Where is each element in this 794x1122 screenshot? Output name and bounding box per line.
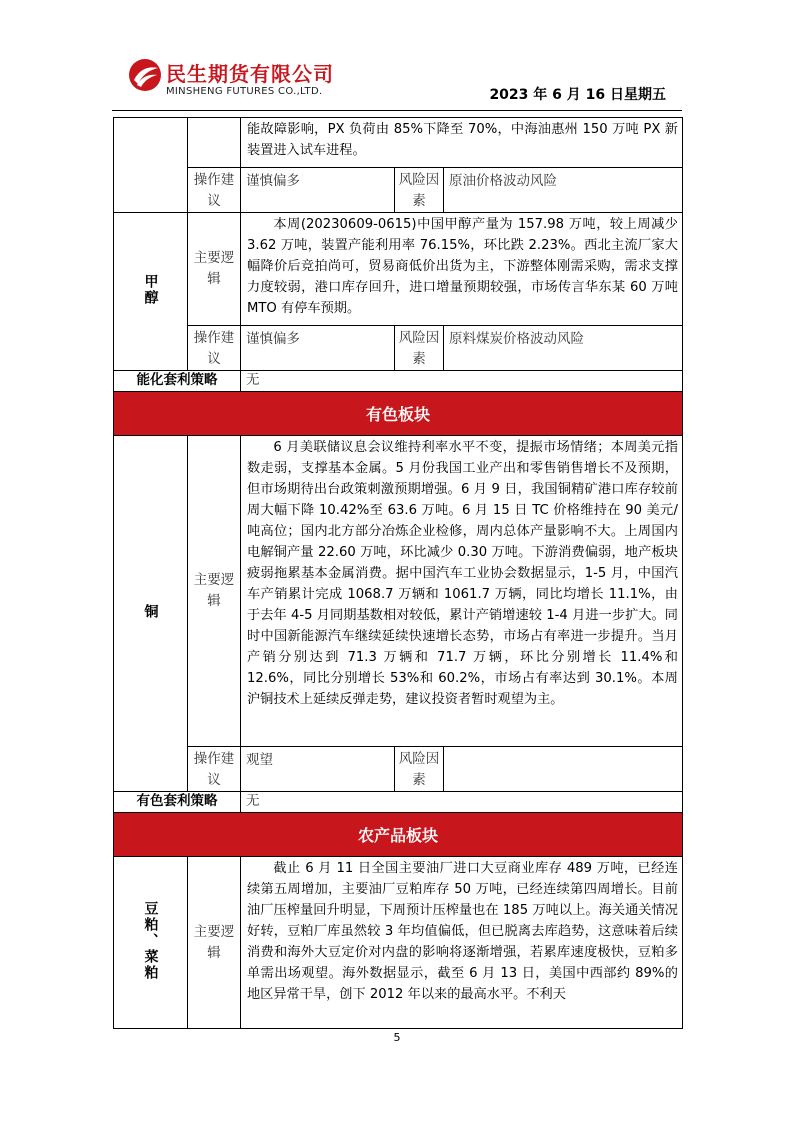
methanol-risk-label: 风险因素 [395, 326, 444, 371]
methanol-logic-row [114, 213, 683, 326]
nonferrous-section-title: 有色板块 [114, 392, 683, 436]
strategy-table [113, 117, 683, 1029]
px-op-value: 谨慎偏多 [241, 168, 395, 213]
nonferrous-arbitrage-value: 无 [241, 792, 683, 813]
company-name-en: MINSHENG FUTURES CO.,LTD. [166, 86, 323, 97]
px-category-cell [114, 118, 188, 213]
methanol-advice-row [114, 326, 683, 371]
nonferrous-arbitrage-row [114, 792, 683, 813]
page-number: 5 [393, 1031, 401, 1044]
copper-category-cell [114, 436, 188, 792]
copper-op-value: 观望 [241, 747, 395, 792]
energy-arbitrage-row [114, 371, 683, 392]
copper-advice-row [114, 747, 683, 792]
px-op-label: 操作建议 [188, 168, 241, 213]
report-date: 2023 年 6 月 16 日星期五 [489, 87, 666, 103]
methanol-logic-text: 本周(20230609-0615)中国甲醇产量为 157.98 万吨，较上周减少 3.62 万吨，装置产能利用率 76.15%，环比跌 2.23%。西北主流厂家大幅降价后竞拍尚可，贸易商低价出货为主，下游整体刚需采购，需求支撑力度较弱，港口库存回升，进口增量预期较强，市场传言华东某 60 万吨 MTO 有停车预期。 [241, 213, 683, 326]
copper-risk-label: 风险因素 [395, 747, 444, 792]
nonferrous-arbitrage-label: 有色套利策略 [114, 792, 241, 813]
nonferrous-section-row [114, 392, 683, 436]
copper-logic-text: 6 月美联储议息会议维持利率水平不变，提振市场情绪；本周美元指数走弱，支撑基本金属。5 月份我国工业产出和零售销售增长不及预期，但市场期待出台政策刺激预期增强。6 月 9 日，我国铜精矿港口库存较前周大幅下降 10.42%至 63.6 万吨。6 月 15 日 TC 价格维持在 90 美元/吨高位；国内北方部分冶炼企业检修，周内总体产量影响不大。上周国内电解铜产量 22.60 万吨，环比减少 0.30 万吨。下游消费偏弱，地产板块疲弱拖累基本金属消费。据中国汽车工业协会数据显示，1-5 月，中国汽车产销累计完成 1068.7 万辆和 1061.7 万辆，同比均增长 11.1%，由于去年 4-5 月同期基数相对较低，累计产销增速较 1-4 月进一步扩大。同时中国新能源汽车继续延续快速增长态势，市场占有率进一步提升。当月产销分别达到 71.3 万辆和 71.7 万辆，环比分别增长 11.4%和 12.6%，同比分别增长 53%和 60.2%，市场占有率达到 30.1%。本周沪铜技术上延续反弹走势，建议投资者暂时观望为主。 [241, 436, 683, 747]
methanol-op-label: 操作建议 [188, 326, 241, 371]
methanol-name: 甲醇 [142, 273, 159, 306]
methanol-risk-value: 原料煤炭价格波动风险 [444, 326, 683, 371]
px-logic-row [114, 118, 683, 168]
company-logo [128, 58, 368, 102]
px-advice-row [114, 168, 683, 213]
minsheng-logo-icon [128, 58, 162, 92]
px-risk-label: 风险因素 [395, 168, 444, 213]
soy-logic-label: 主要逻辑 [188, 857, 241, 1029]
energy-arbitrage-value: 无 [241, 371, 683, 392]
agri-section-row [114, 813, 683, 857]
copper-op-label: 操作建议 [188, 747, 241, 792]
methanol-logic-label: 主要逻辑 [188, 213, 241, 326]
px-risk-value: 原油价格波动风险 [444, 168, 683, 213]
methanol-op-value: 谨慎偏多 [241, 326, 395, 371]
company-name-cn: 民生期货有限公司 [166, 62, 334, 86]
header-divider [112, 110, 682, 111]
soy-name: 豆粕、菜粕 [142, 900, 159, 981]
px-logic-label-cell [188, 118, 241, 168]
copper-logic-label: 主要逻辑 [188, 436, 241, 747]
copper-logic-row [114, 436, 683, 747]
copper-name: 铜 [142, 603, 159, 620]
soy-category-cell [114, 857, 188, 1029]
energy-arbitrage-label: 能化套利策略 [114, 371, 241, 392]
methanol-category-cell [114, 213, 188, 371]
agri-section-title: 农产品板块 [114, 813, 683, 857]
px-logic-text: 能故障影响，PX 负荷由 85%下降至 70%，中海油惠州 150 万吨 PX 新装置进入试车进程。 [241, 118, 683, 168]
copper-risk-value [444, 747, 683, 792]
soy-logic-text: 截止 6 月 11 日全国主要油厂进口大豆商业库存 489 万吨，已经连续第五周增加，主要油厂豆粕库存 50 万吨，已经连续第四周增长。目前油厂压榨量回升明显，下周预计压榨量也在 185 万吨以上。海关通关情况好转，豆粕厂库虽然较 3 年均值偏低，但已脱离去库趋势，这意味着后续消费和海外大豆定价对内盘的影响将逐渐增强，若累库速度极快，豆粕多单需出场观望。海外数据显示，截至 6 月 13 日，美国中西部约 89%的地区异常干旱，创下 2012 年以来的最高水平。不利天 [241, 857, 683, 1029]
soy-logic-row [114, 857, 683, 1029]
